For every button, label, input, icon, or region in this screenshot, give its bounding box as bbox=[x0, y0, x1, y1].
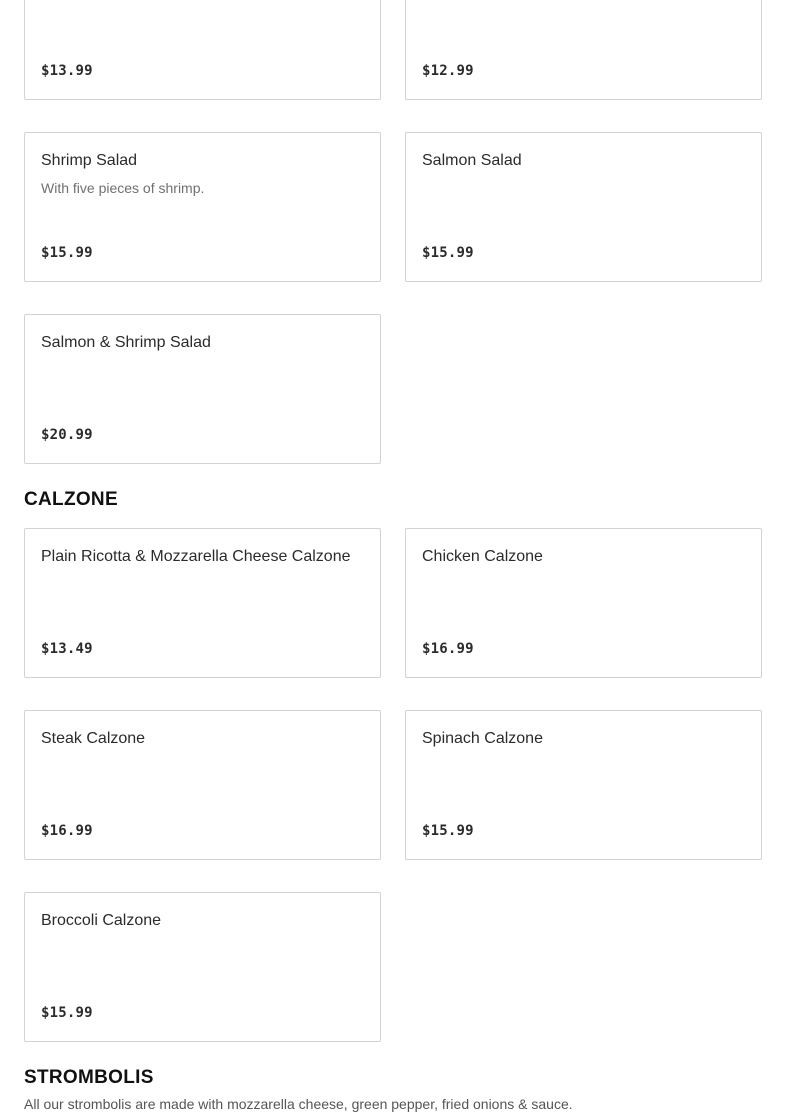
menu-item-name: Salmon Salad bbox=[422, 152, 522, 169]
menu-item-price: $20.99 bbox=[41, 427, 93, 443]
menu-item-name: Spinach Calzone bbox=[422, 730, 543, 747]
section-description: All our strombolis are made with mozzarella cheese, green pepper, fried onions & sauce. bbox=[24, 1096, 573, 1112]
menu-item-card[interactable] bbox=[405, 0, 762, 100]
menu-item-price: $15.99 bbox=[41, 245, 93, 261]
menu-item-name: Chicken Calzone bbox=[422, 548, 543, 565]
menu-item-price: $13.49 bbox=[41, 641, 93, 657]
menu-item-price: $15.99 bbox=[41, 1005, 93, 1021]
menu-item-name: Salmon & Shrimp Salad bbox=[41, 334, 211, 351]
menu-item-card[interactable] bbox=[405, 528, 762, 678]
menu-item-name: Steak Calzone bbox=[41, 730, 146, 747]
menu-item-card[interactable] bbox=[24, 132, 381, 282]
menu-item-price: $13.99 bbox=[41, 63, 93, 79]
section-title-strombolis: STROMBOLIS bbox=[24, 1067, 154, 1088]
menu-item-card[interactable] bbox=[405, 710, 762, 860]
menu-item-description: With five pieces of shrimp. bbox=[41, 180, 205, 196]
menu-item-name: Broccoli Calzone bbox=[41, 912, 162, 929]
menu-item-card[interactable] bbox=[405, 132, 762, 282]
menu-item-name: Plain Ricotta & Mozzarella Cheese Calzone bbox=[41, 548, 351, 565]
menu-item-price: $16.99 bbox=[422, 641, 474, 657]
menu-item-card[interactable] bbox=[24, 710, 381, 860]
menu-item-card[interactable] bbox=[24, 528, 381, 678]
menu-item-price: $12.99 bbox=[422, 63, 474, 79]
menu-item-name: Shrimp Salad bbox=[41, 152, 138, 169]
section-title-calzone: CALZONE bbox=[24, 489, 118, 510]
menu-item-price: $15.99 bbox=[422, 245, 474, 261]
menu-item-card[interactable] bbox=[24, 314, 381, 464]
menu-item-card[interactable] bbox=[24, 892, 381, 1042]
menu-item-price: $15.99 bbox=[422, 823, 474, 839]
menu-item-card[interactable] bbox=[24, 0, 381, 100]
menu-item-price: $16.99 bbox=[41, 823, 93, 839]
